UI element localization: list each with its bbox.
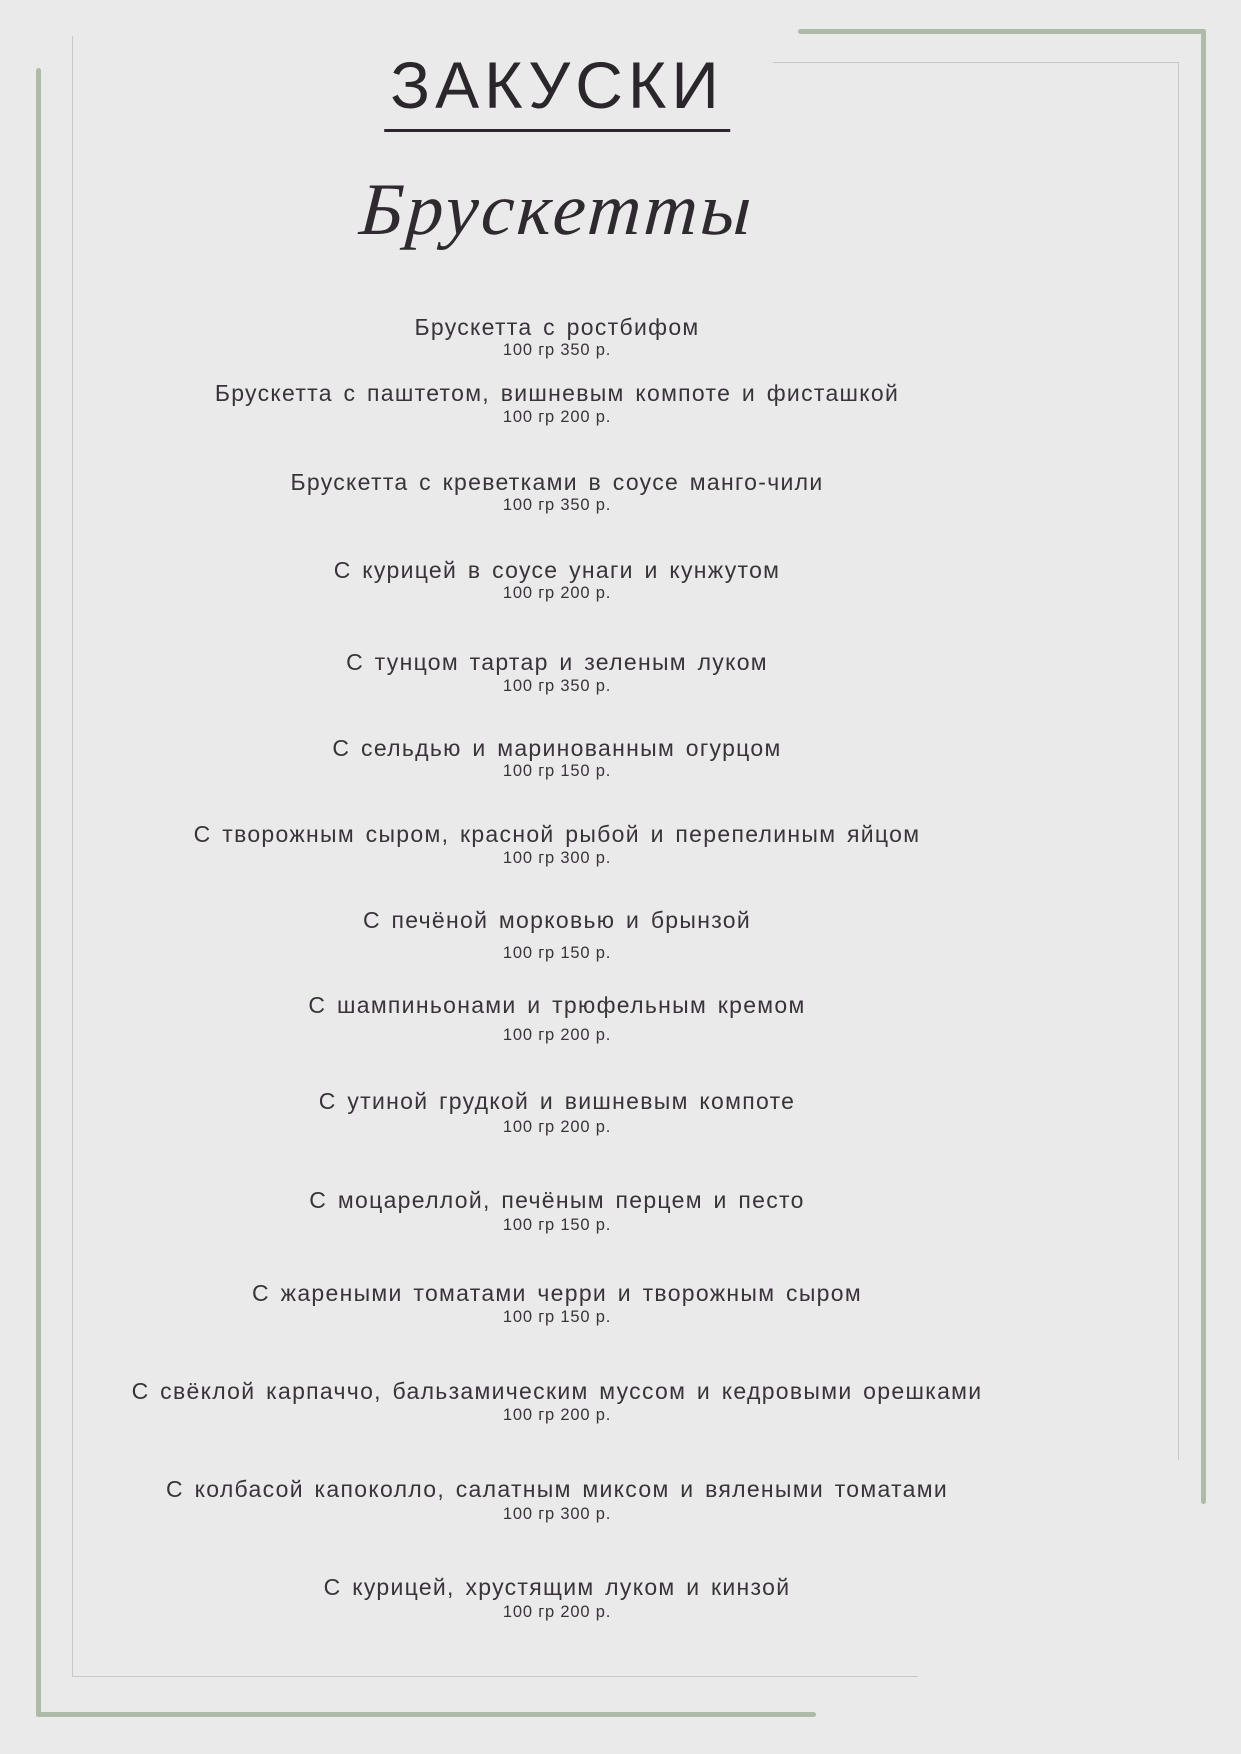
menu-item <box>308 990 805 1045</box>
menu-item-price: 100 гр 200 р. <box>502 1118 612 1136</box>
menu-item-name: С шампиньонами и трюфельным кремом <box>308 992 806 1018</box>
menu-item-name: Брускетта с ростбифом <box>414 314 700 340</box>
section-title-script: Брускетты <box>357 169 757 251</box>
menu-item <box>334 555 781 603</box>
page-title: ЗАКУСКИ <box>384 50 730 132</box>
menu-item <box>215 378 899 427</box>
menu-item-price: 100 гр 350 р. <box>502 496 612 514</box>
menu-item <box>194 819 921 868</box>
menu-item-name: С свёклой карпаччо, бальзамическим муссом и кедровыми орешками <box>131 1378 983 1404</box>
menu-item <box>324 1572 791 1622</box>
menu-item-name: С утиной грудкой и вишневым компоте <box>318 1088 796 1114</box>
menu-item-name: С курицей, хрустящим луком и кинзой <box>323 1574 791 1600</box>
menu-item-price: 100 гр 350 р. <box>502 677 612 695</box>
menu-item-price: 100 гр 300 р. <box>502 1505 612 1523</box>
menu-item-price: 100 гр 150 р. <box>502 1216 612 1234</box>
frame-hairline-right <box>1178 62 1179 1460</box>
menu-item <box>319 1086 795 1137</box>
menu-item-price: 100 гр 350 р. <box>502 341 612 359</box>
menu-item-price: 100 гр 200 р. <box>502 1603 612 1621</box>
menu-item-price: 100 гр 200 р. <box>502 584 612 602</box>
menu-item-price: 100 гр 300 р. <box>502 849 612 867</box>
menu-item-price: 100 гр 200 р. <box>502 1026 612 1044</box>
menu-item-name: С жареными томатами черри и творожным сыром <box>252 1280 862 1306</box>
menu-item-name: С колбасой капоколло, салатным миксом и вялеными томатами <box>166 1476 948 1502</box>
menu-item-name: С тунцом тартар и зеленым луком <box>346 649 768 675</box>
menu-item-price: 100 гр 150 р. <box>502 944 612 962</box>
menu-item <box>346 647 768 696</box>
menu-item <box>332 733 781 781</box>
menu-item-price: 100 гр 150 р. <box>502 1308 612 1326</box>
menu-item <box>363 905 751 963</box>
menu-item-name: С творожным сыром, красной рыбой и перепелиным яйцом <box>193 821 921 847</box>
menu-item-name: С курицей в соусе унаги и кунжутом <box>333 557 781 583</box>
menu-item <box>252 1278 862 1327</box>
menu-item <box>166 1474 948 1524</box>
menu-item-price: 100 гр 200 р. <box>502 1406 612 1424</box>
menu-item <box>132 1376 983 1425</box>
menu-item-name: С моцареллой, печёным перцем и песто <box>309 1187 805 1213</box>
menu-item <box>414 312 699 360</box>
menu-item <box>309 1185 804 1235</box>
menu-item-name: Брускетта с паштетом, вишневым компоте и фисташкой <box>214 380 900 406</box>
menu-item-name: С печёной морковью и брынзой <box>362 907 752 933</box>
menu-item-price: 100 гр 200 р. <box>502 408 612 426</box>
menu-item-name: С сельдью и маринованным огурцом <box>332 735 782 761</box>
menu-item <box>290 467 823 515</box>
menu-item-name: Брускетта с креветками в соусе манго-чили <box>290 469 824 495</box>
frame-accent-right <box>1201 29 1206 1504</box>
menu-item-price: 100 гр 150 р. <box>502 762 612 780</box>
